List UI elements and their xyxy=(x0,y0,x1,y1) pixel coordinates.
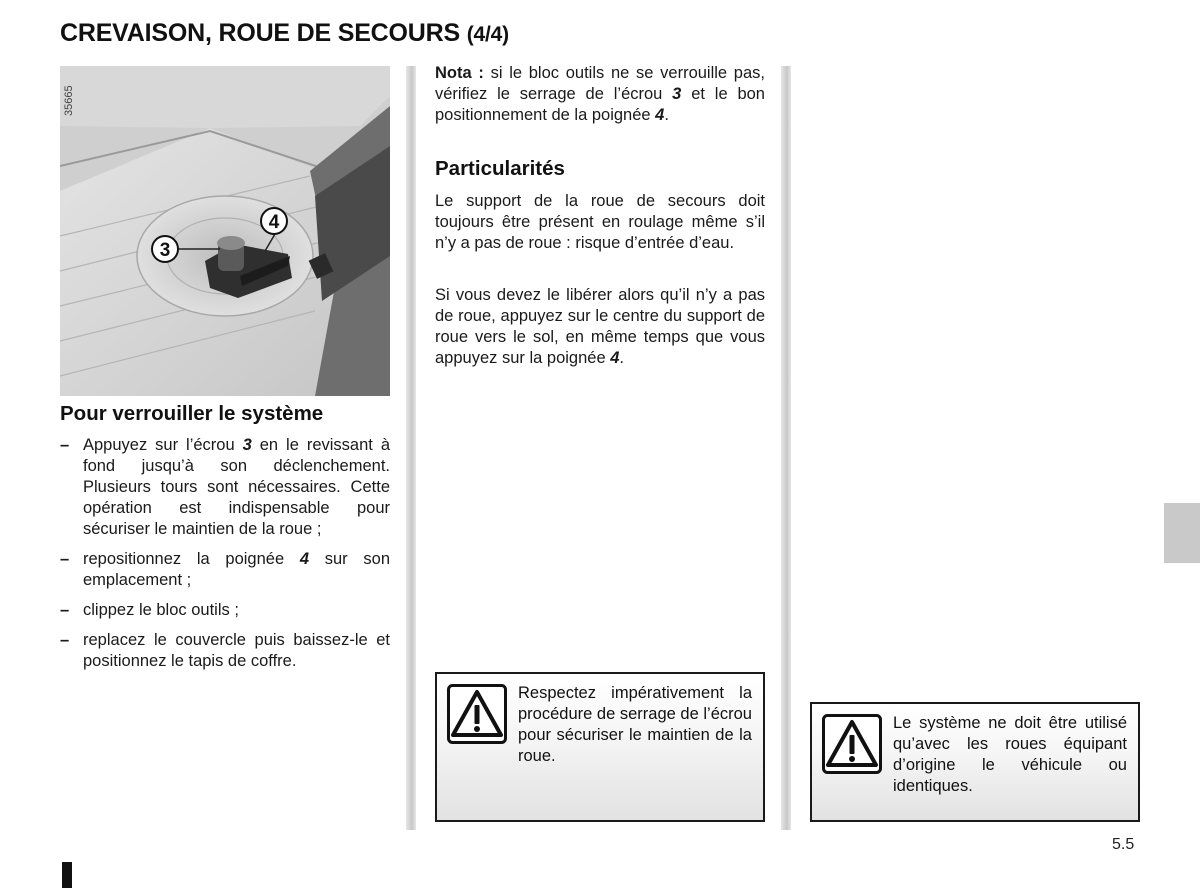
callout-3-label: 3 xyxy=(159,240,171,261)
page-number: 5.5 xyxy=(1112,836,1135,853)
reference-4: 4 xyxy=(299,550,310,568)
callout-3 xyxy=(152,236,178,262)
warning-triangle-icon xyxy=(447,684,507,744)
spare-wheel-photo xyxy=(60,66,390,396)
note-label: Nota : xyxy=(435,64,484,82)
list-item: – Appuyez sur l’écrou 3 en le revissant à fond jusqu’à son déclenchement. Plusieurs tours sont nécessaires. Cette opération est indispensable pour sécuriser le maintien de la roue ; xyxy=(60,436,391,538)
list-item: – clippez le bloc outils ; xyxy=(60,601,239,619)
list-dash: – xyxy=(60,550,70,568)
corner-mark xyxy=(62,862,72,888)
title-part: (4/4) xyxy=(466,23,509,46)
particularities-paragraph-1: Le support de la roue de secours doit toujours être présent en roulage même s’il n’y a pas de roue : risque d’entrée d’eau. xyxy=(435,192,765,252)
lock-steps-list xyxy=(60,435,390,681)
trunk-floor-illustration xyxy=(60,66,390,396)
reference-3: 3 xyxy=(242,436,252,454)
warning-box-wheels xyxy=(810,702,1140,822)
warning-text-wheels: Le système ne doit être utilisé qu’avec les roues équipant d’origine le véhicule ou identiques. xyxy=(893,714,1127,795)
column-separator-right xyxy=(781,66,791,830)
warning-box-tightening xyxy=(435,672,765,822)
chapter-tab xyxy=(1164,503,1200,563)
particularities-paragraph-2: Si vous devez le libérer alors qu’il n’y a pas de roue, appuyez sur le centre du support de roue vers le sol, en même temps que vous appuyez sur la poignée 4. xyxy=(435,286,765,367)
column-separator-left xyxy=(406,66,416,830)
list-dash: – xyxy=(60,601,70,619)
note-paragraph: Nota : si le bloc outils ne se verrouille pas, vérifiez le serrage de l’écrou 3 et le bon positionnement de la poignée 4. xyxy=(435,64,765,124)
page-title xyxy=(60,19,509,48)
figure-reference: 35665 xyxy=(63,85,75,116)
particularities-heading: Particularités xyxy=(435,157,565,180)
list-dash: – xyxy=(60,436,70,454)
list-item: – repositionnez la poignée 4 sur son emplacement ; xyxy=(60,550,390,589)
callout-4-label: 4 xyxy=(268,212,280,233)
callout-4 xyxy=(261,208,287,234)
list-item: – replacez le couvercle puis baissez-le et positionnez le tapis de coffre. xyxy=(60,631,390,670)
list-dash: – xyxy=(60,631,70,649)
title-text: CREVAISON, ROUE DE SECOURS xyxy=(60,19,460,47)
warning-text-tightening: Respectez impérativement la procédure de serrage de l’écrou pour sécuriser le maintien de la roue. xyxy=(518,684,752,765)
warning-triangle-icon xyxy=(822,714,882,774)
lock-section-heading: Pour verrouiller le système xyxy=(60,402,324,425)
